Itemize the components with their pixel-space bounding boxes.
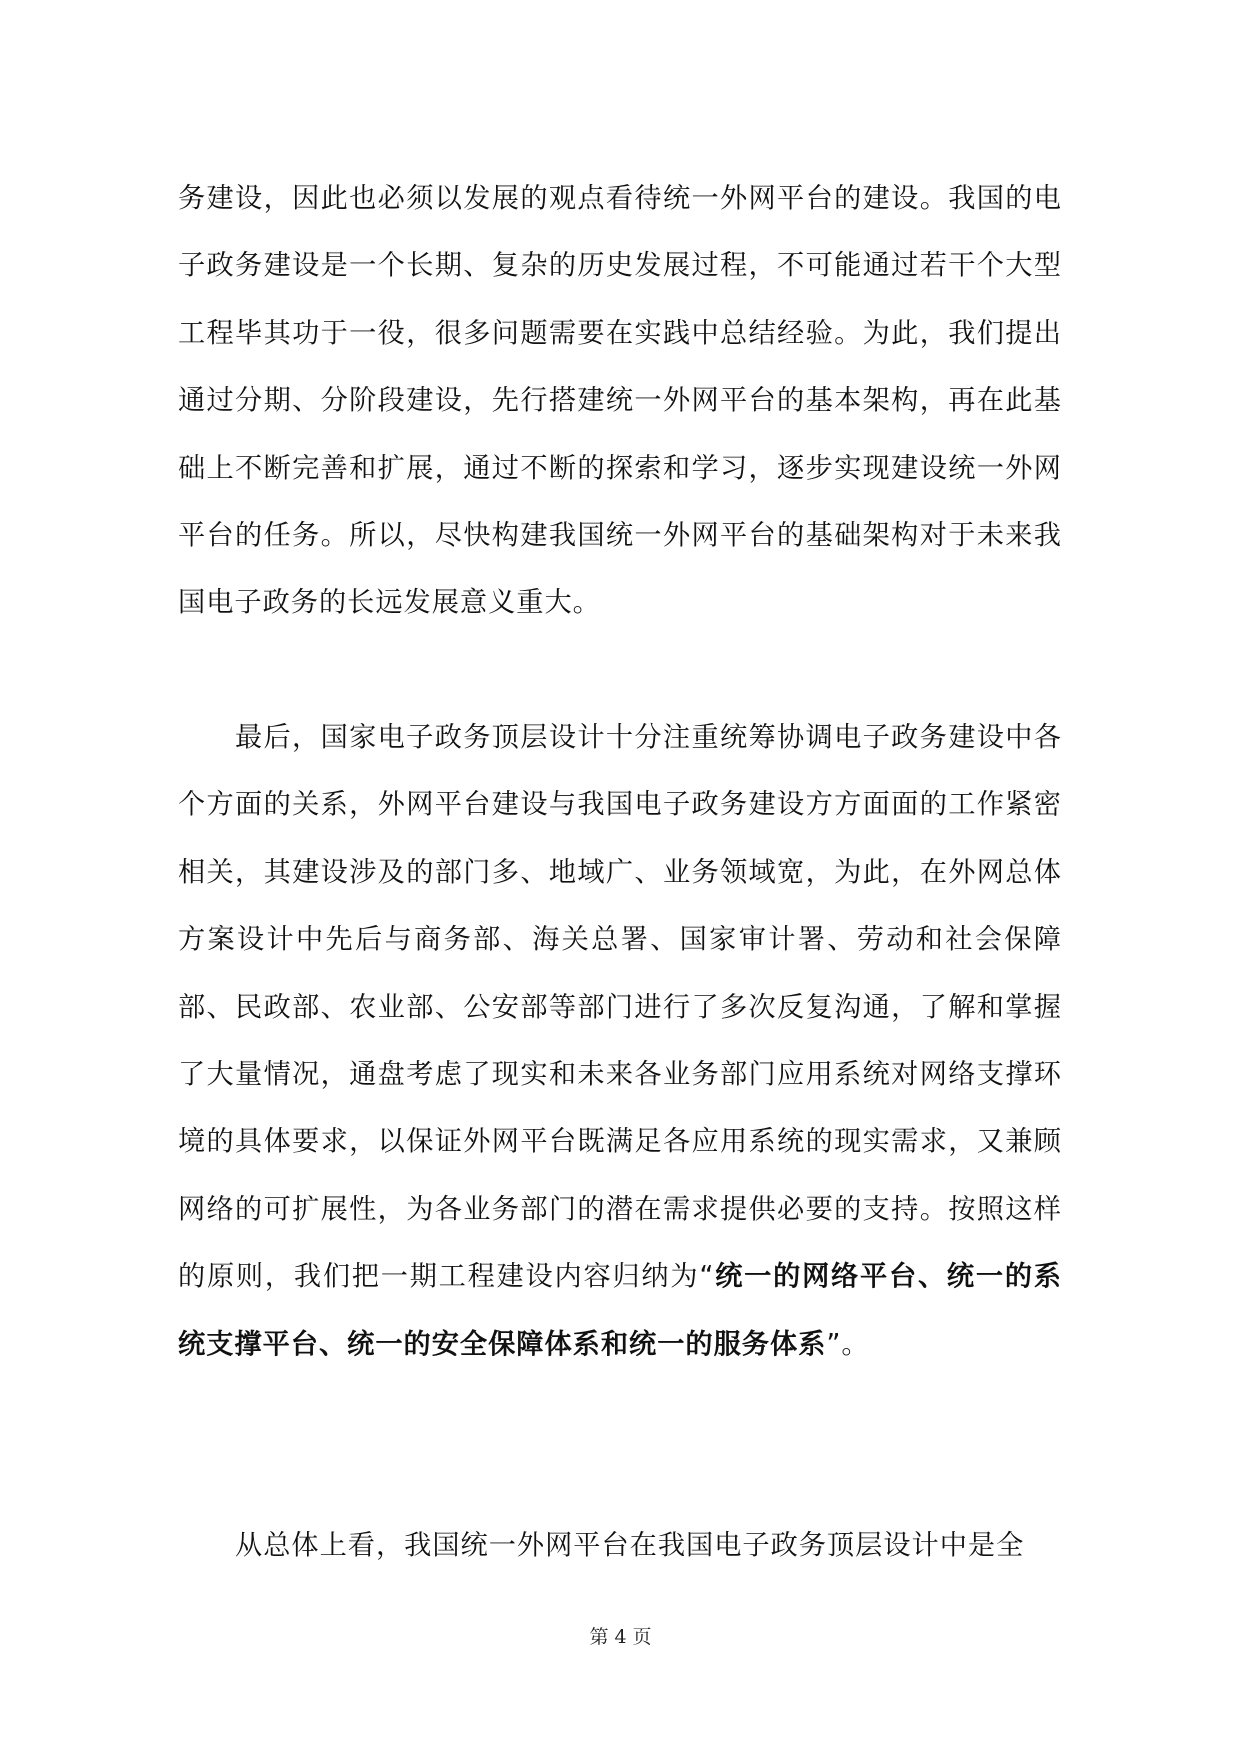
page-number: 4 <box>614 1626 627 1648</box>
paragraph-2-closing: ”。 <box>826 1328 870 1360</box>
paragraph-2 <box>178 704 1062 1378</box>
paragraph-1: 务建设，因此也必须以发展的观点看待统一外网平台的建设。我国的电子政务建设是一个长期、复杂的历史发展过程，不可能通过若干个大型工程毕其功于一役，很多问题需要在实践中总结经验。为此，我们提出通过分期、分阶段建设，先行搭建统一外网平台的基本架构，再在此基础上不断完善和扩展，通过不断的探索和学习，逐步实现建设统一外网平台的任务。所以，尽快构建我国统一外网平台的基础架构对于未来我国电子政务的长远发展意义重大。 <box>178 183 1062 619</box>
page-label-prefix: 第 <box>589 1626 609 1648</box>
page-label-suffix: 页 <box>632 1626 652 1648</box>
page-footer <box>0 1622 1241 1649</box>
paragraph-3: 从总体上看，我国统一外网平台在我国电子政务顶层设计中是全 <box>235 1530 1025 1561</box>
paragraph-2-bold-text: 统一的网络平台、统一的系统支撑平台、统一的安全保障体系和统一的服务体系 <box>178 1261 1062 1360</box>
paragraph-2-text: 最后，国家电子政务顶层设计十分注重统筹协调电子政务建设中各个方面的关系，外网平台建设与我国电子政务建设方方面面的工作紧密相关，其建设涉及的部门多、地域广、业务领域宽，为此，在外网总体方案设计中先后与商务部、海关总署、国家审计署、劳动和社会保障部、民政部、农业部、公安部等部门进行了多次反复沟通，了解和掌握了大量情况，通盘考虑了现实和未来各业务部门应用系统对网络支撑环境的具体要求，以保证外网平台既满足各应用系统的现实需求，又兼顾网络的可扩展性，为各业务部门的潜在需求提供必要的支持。按照这样的原则，我们把一期工程建设内容归纳为“ <box>178 722 1062 1293</box>
